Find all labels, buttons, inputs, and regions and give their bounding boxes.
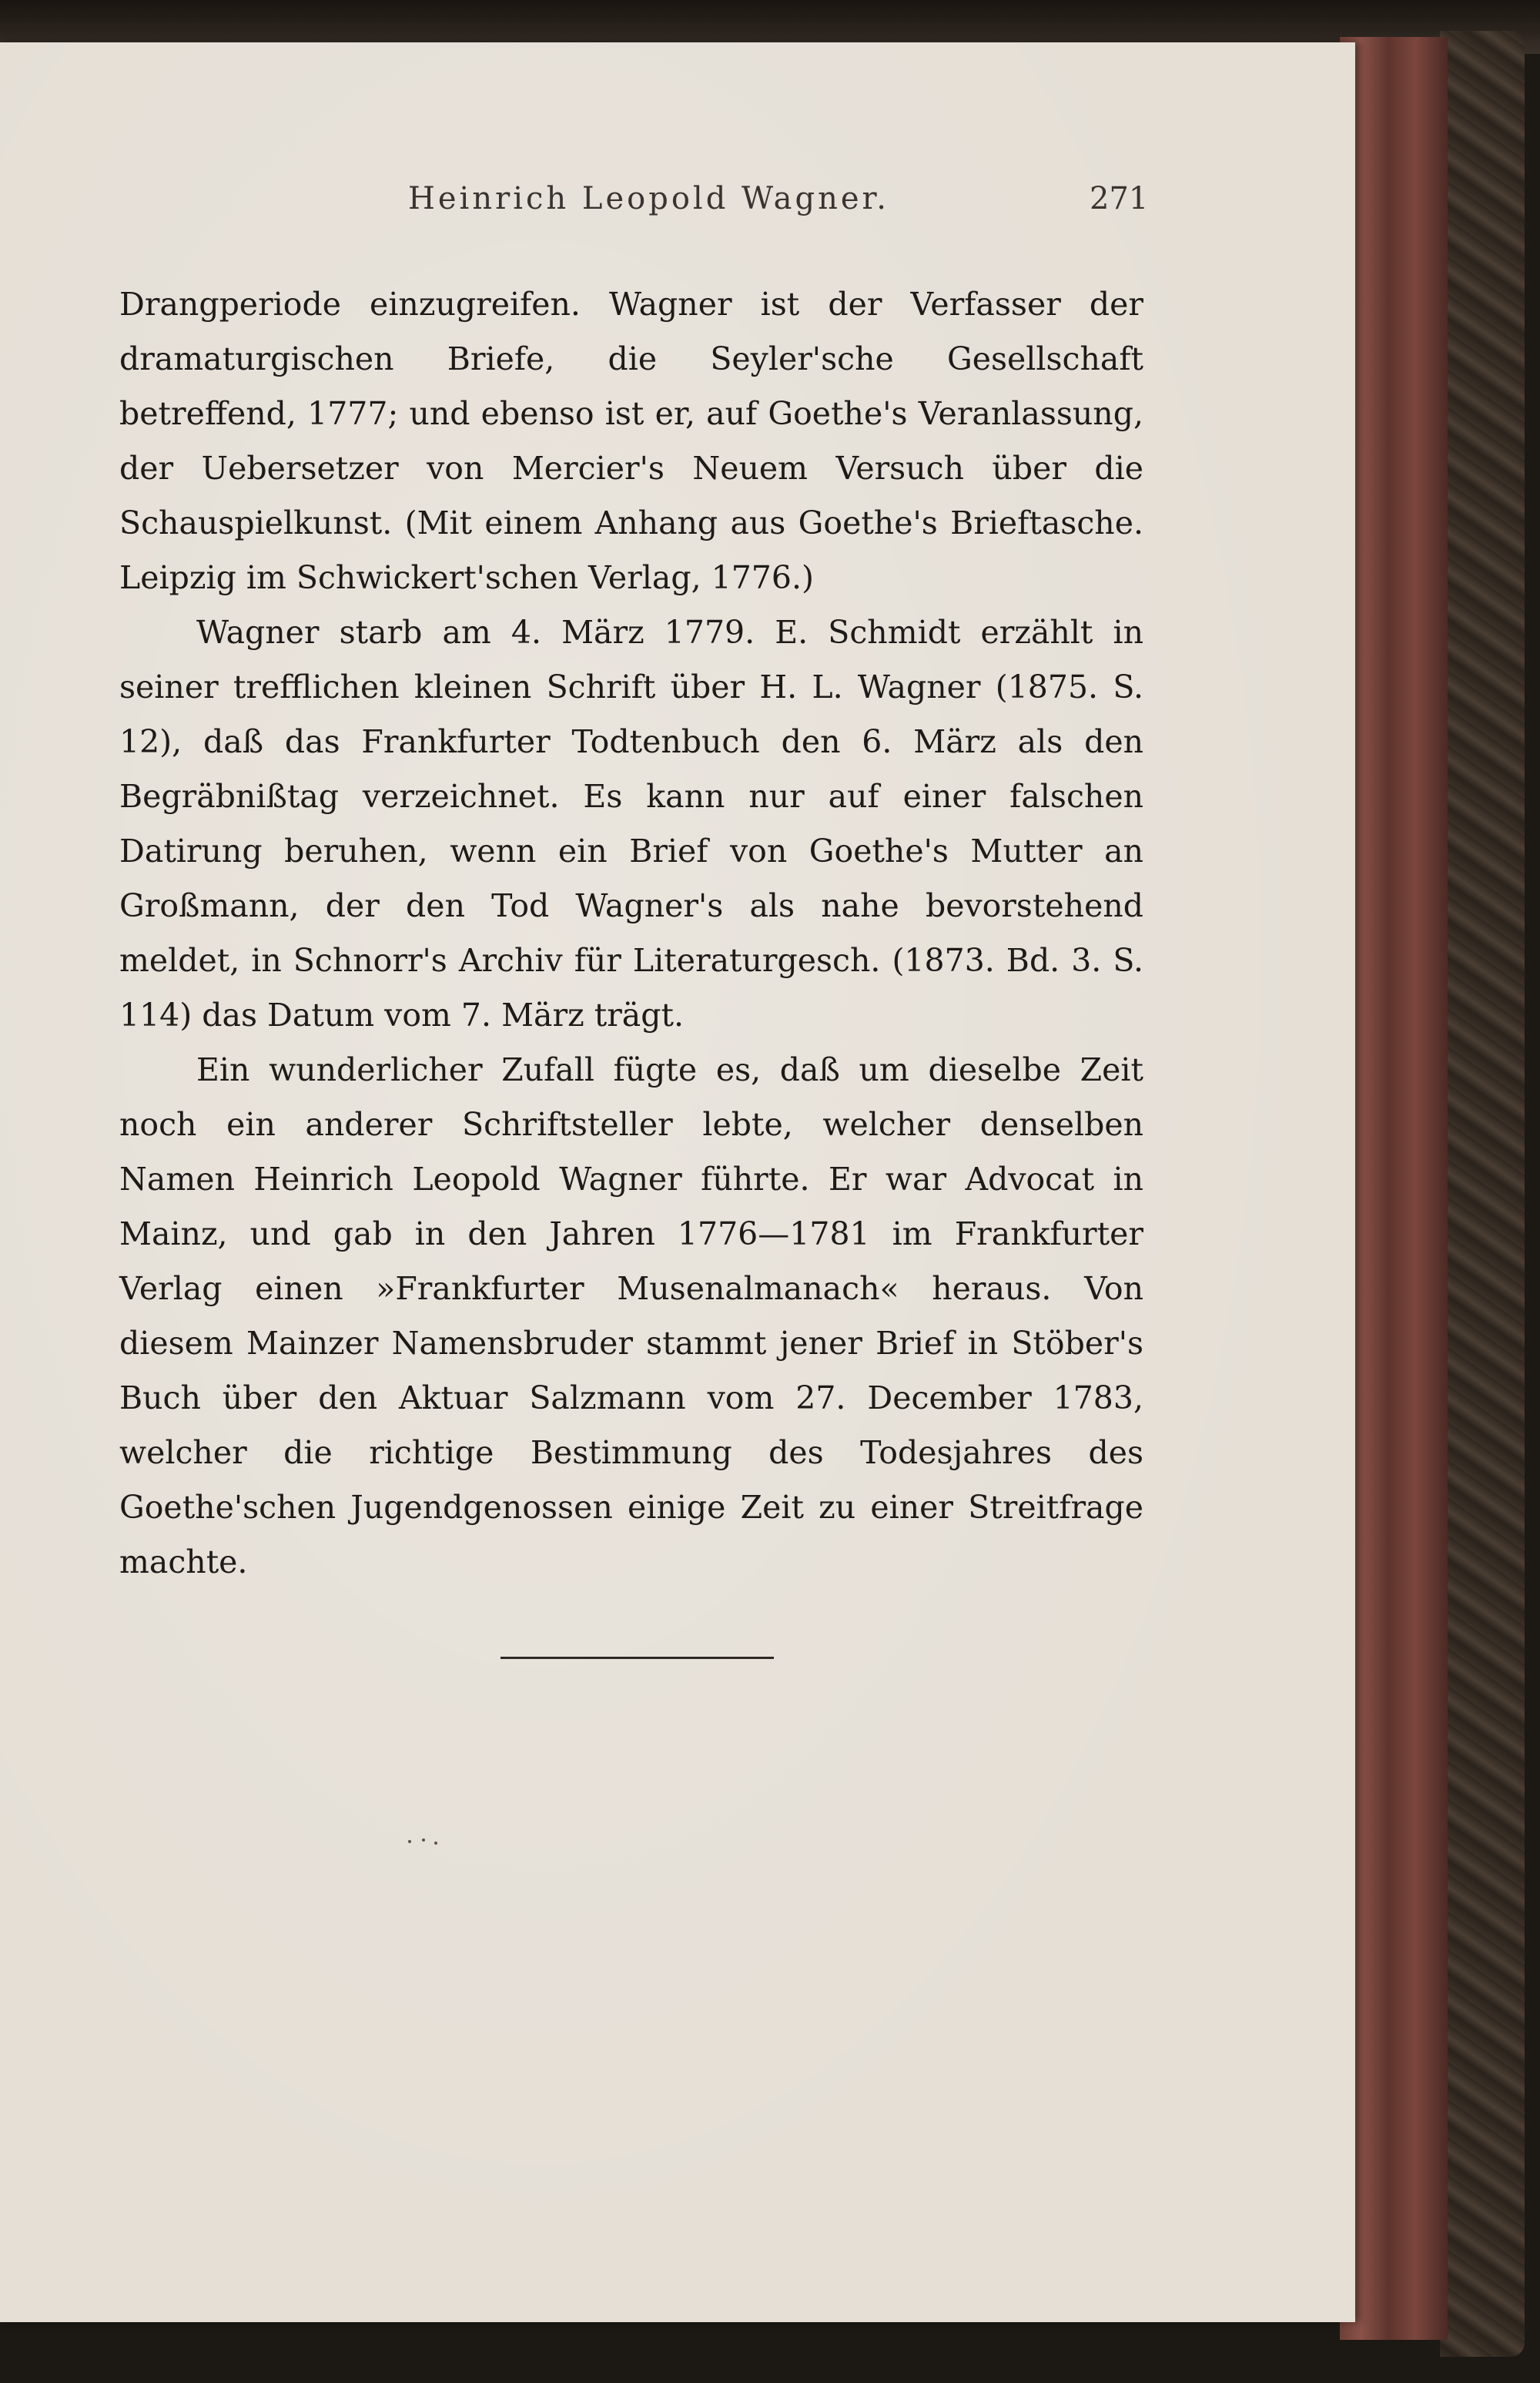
paper-specks [408,1837,454,1852]
paragraph-2: Wagner starb am 4. März 1779. E. Schmidt erzählt in seiner trefflichen kleinen Schrift über H. L. Wagner (1875. S. 12), daß das Frankfurter Todtenbuch den 6. März als den Begräbnißtag verzeichnet. Es kann nur auf einer falschen Datirung beruhen, wenn ein Brief von Goethe's Mutter an Großmann, der den Tod Wagner's als nahe bevorstehend meldet, in Schnorr's Archiv für Literaturgesch. (1873. Bd. 3. S. 114) das Datum vom 7. März trägt. [119,614,1143,1034]
speck [408,1840,411,1843]
paragraph-1: Drangperiode einzugreifen. Wagner ist der Verfasser der dramaturgischen Briefe, die Seyler'sche Gesellschaft betreffend, 1777; und ebenso ist er, auf Goethe's Veranlassung, der Uebersetzer von Mercier's Neuem Versuch über die Schauspielkunst. (Mit einem Anhang aus Goethe's Brieftasche. Leipzig im Schwickert'schen Verlag, 1776.) [119,286,1143,596]
section-end-rule [500,1657,774,1659]
page-number: 271 [1090,181,1149,216]
speck [422,1838,425,1842]
running-head: Heinrich Leopold Wagner. [408,181,889,216]
page-header [0,181,1355,227]
book-cover-right-edge [1440,31,1525,2357]
book-page [0,42,1355,2322]
speck [434,1842,437,1845]
body-text [119,277,1143,1590]
paragraph-3: Ein wunderlicher Zufall fügte es, daß um dieselbe Zeit noch ein anderer Schriftsteller lebte, welcher denselben Namen Heinrich Leopold Wagner führte. Er war Advocat in Mainz, und gab in den Jahren 1776—1781 im Frankfurter Verlag einen »Frankfurter Musenalmanach« heraus. Von diesem Mainzer Namensbruder stammt jener Brief in Stöber's Buch über den Aktuar Salzmann vom 27. December 1783, welcher die richtige Bestimmung des Todesjahres des Goethe'schen Jugendgenossen einige Zeit zu einer Streitfrage machte. [119,1051,1143,1580]
page-block-edges [1340,37,1448,2340]
